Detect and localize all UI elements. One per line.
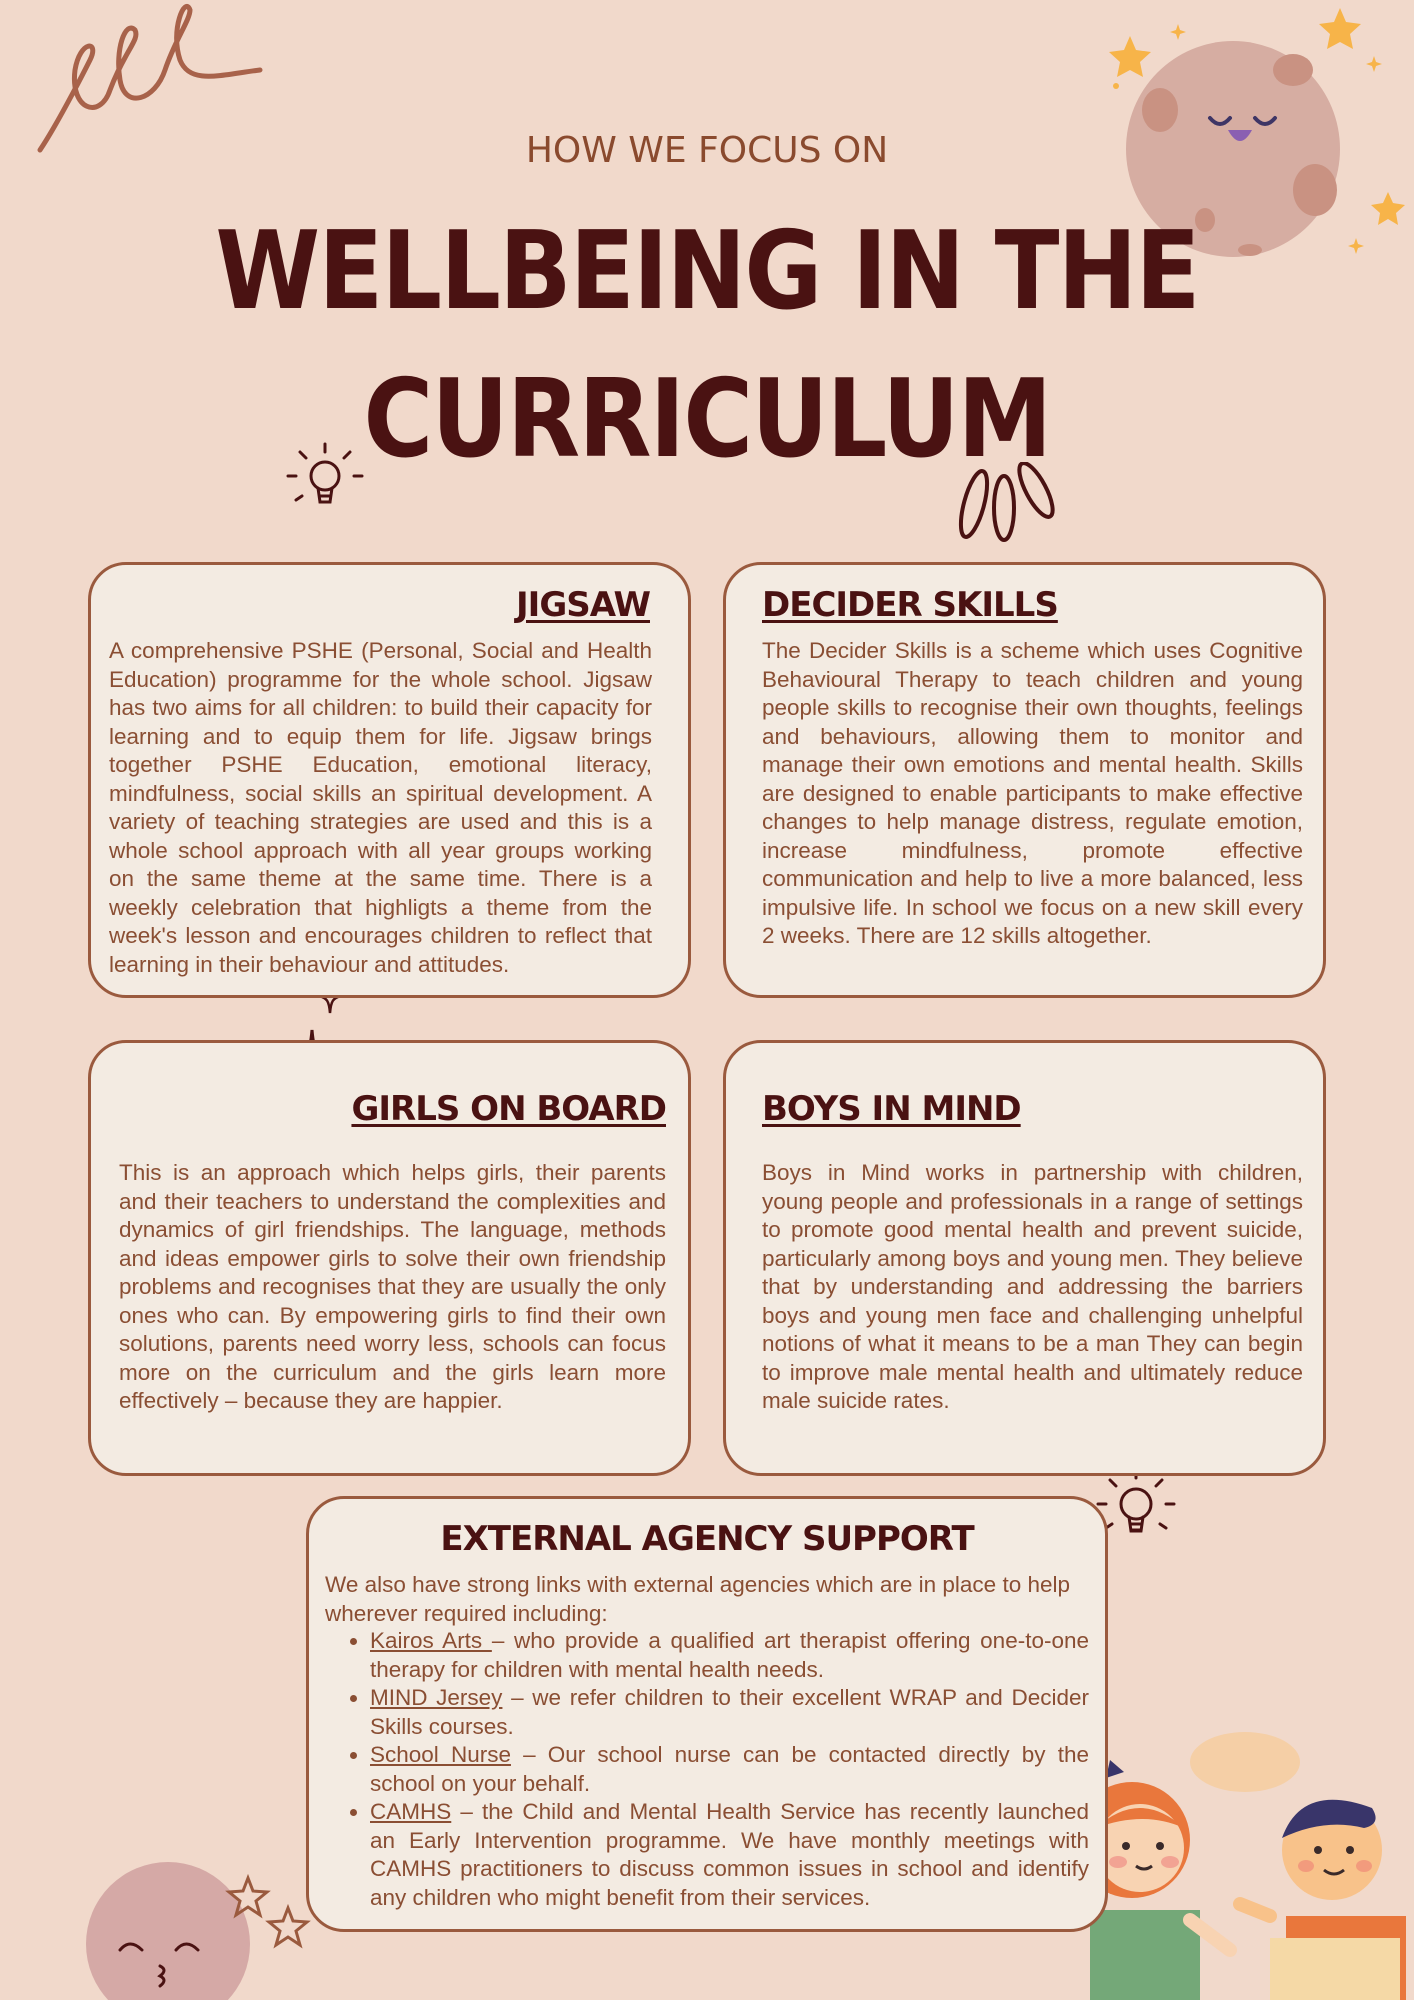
agency-description: – we refer children to their excellent WRAP and Decider Skills courses. <box>370 1685 1089 1739</box>
external-agency-intro: We also have strong links with external agencies which are in place to help wherever required including: <box>325 1572 1070 1626</box>
agency-description: – the Child and Mental Health Service has recently launched an Early Intervention programme. We have monthly meetings with CAMHS practitioners to discuss common issues in school and identify any children who might benefit from their services. <box>370 1799 1089 1910</box>
sleeping-moon-icon <box>80 1850 320 2000</box>
title-line-1: WELLBEING IN THE <box>215 209 1199 334</box>
agency-list <box>325 1627 1089 1912</box>
title-line-2: CURRICULUM <box>363 357 1051 482</box>
agency-link-mind-jersey[interactable]: MIND Jersey <box>370 1685 503 1710</box>
agency-link-camhs[interactable]: CAMHS <box>370 1799 452 1824</box>
decider-skills-heading: DECIDER SKILLS <box>762 585 1058 625</box>
list-item <box>370 1627 1089 1684</box>
jigsaw-description: A comprehensive PSHE (Personal, Social and Health Education) programme for the whole school. Jigsaw has two aims for all children: to build their capacity for learning and to equip them for life. Jigsaw brings together PSHE Education, emotional literacy, mindfulness, social skills an spiritual development. A variety of teaching strategies are used and this is a whole school approach with all year groups working on the same theme at the same time. There is a weekly celebration that highligts a theme from the week's lesson and encourages children to reflect that learning in their behaviour and attitudes. <box>109 638 652 977</box>
jigsaw-card <box>88 562 691 998</box>
decider-skills-card <box>723 562 1326 998</box>
boys-in-mind-card <box>723 1040 1326 1476</box>
agency-link-school-nurse[interactable]: School Nurse <box>370 1742 511 1767</box>
girls-on-board-heading: GIRLS ON BOARD <box>351 1089 666 1129</box>
agency-description: – Our school nurse can be contacted directly by the school on your behalf. <box>370 1742 1089 1796</box>
girls-on-board-description: This is an approach which helps girls, their parents and their teachers to understand the complexities and dynamics of girl friendships. The language, methods and ideas empower girls to solve their own friendship problems and recognises that they are usually the only ones who can. By empowering girls to find their own solutions, parents need worry less, schools can focus more on the curriculum and the girls learn more effectively – because they are happier. <box>119 1160 666 1413</box>
boys-in-mind-heading: BOYS IN MIND <box>762 1089 1021 1129</box>
agency-description: – who provide a qualified art therapist offering one-to-one therapy for children with mental health needs. <box>370 1628 1089 1682</box>
list-item <box>370 1741 1089 1798</box>
jigsaw-heading: JIGSAW <box>516 585 650 625</box>
page-title <box>85 198 1329 494</box>
external-agency-heading: EXTERNAL AGENCY SUPPORT <box>440 1519 974 1559</box>
external-agency-card <box>306 1496 1108 1932</box>
list-item <box>370 1798 1089 1912</box>
agency-link-kairos-arts[interactable]: Kairos Arts <box>370 1628 492 1653</box>
list-item <box>370 1684 1089 1741</box>
children-illustration <box>1060 1720 1414 2000</box>
decider-skills-description: The Decider Skills is a scheme which uses Cognitive Behavioural Therapy to teach children and young people skills to recognise their own thoughts, feelings and behaviours, allowing them to monitor and manage their own emotions and mental health. Skills are designed to enable participants to make effective changes to help manage distress, regulate emotion, increase mindfulness, promote effective communication and help to live a more balanced, less impulsive life. In school we focus on a new skill every 2 weeks. There are 12 skills altogether. <box>762 638 1303 948</box>
girls-on-board-card <box>88 1040 691 1476</box>
boys-in-mind-description: Boys in Mind works in partnership with children, young people and professionals in a range of settings to promote good mental health and prevent suicide, particularly among boys and young men. They believe that by understanding and addressing the barriers boys and young men face and challenging unhelpful notions of what it means to be a man They can begin to improve male mental health and ultimately reduce male suicide rates. <box>762 1160 1303 1413</box>
page-subtitle: HOW WE FOCUS ON <box>525 130 889 171</box>
